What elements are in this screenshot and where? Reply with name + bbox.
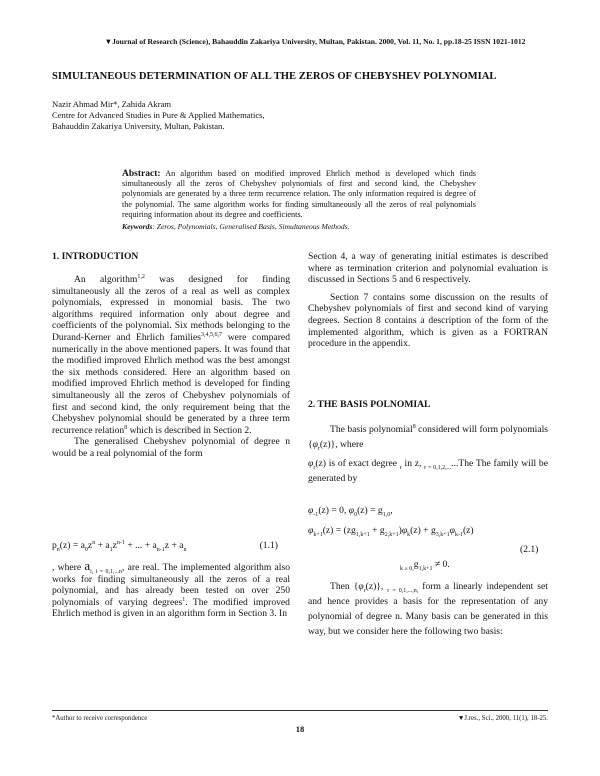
phi-r-subscript: r: [313, 464, 316, 471]
abstract: [122, 169, 476, 220]
citation-1: 1: [182, 596, 186, 603]
abstract-label: Abstract:: [122, 169, 161, 179]
basis-p3-text-a: Then: [330, 581, 350, 592]
equation-2-1-number: (2.1): [520, 544, 539, 555]
intro-p1-text-d: which is described in Section 2.: [127, 424, 252, 436]
intro-p3-text-b: , are real. The implemented algorithm also works for finding simultaneously all the zeros of a real polynomial, and has already been tested on over 250 polynomials of varying degrees: [52, 562, 291, 608]
section-2-body: [308, 422, 548, 486]
basis-p2-text-c: The family will be generated by: [308, 458, 548, 484]
coefficient-index-range: i, i = 0,1,...n: [90, 568, 122, 575]
equation-2-1-initial: $\varphi_{-1}(z) = 0$, $\varphi_0(z) = g_{1,0}$,: [308, 505, 393, 518]
section-1-body-cont: [52, 560, 290, 620]
citation-1-2: 1,2: [137, 273, 145, 280]
author-block: [52, 99, 265, 132]
intro-p1-text-c: were compared numerically in the above mentioned papers. It was found that the modified improved Ehrlich method was the best amongst the six methods considered. Here an algorithm based on modified improved Ehrlich method is developed for finding simultaneously all the zeros of Chebyshev polynomials of first and second kind, the only requirement being that the Chebyshev polynomial should be generated by a three term recurrence relation: [52, 331, 290, 436]
keywords: [122, 222, 476, 231]
affiliation-line-2: Bahauddin Zakariya University, Multan, Pakistan.: [52, 121, 225, 131]
footnote-correspondence: *Author to receive correspondence: [52, 715, 148, 722]
abstract-text: An algorithm based on modified improved Ehrlich method is developed which finds simultaneously all the zeros of Chebyshev polynomials of first and second kind, the Chebyshev polynomials are generated by a three term recurrence relation. The only information required is degree of the polynomial. The same algorithm works for finding simultaneously all the zeros of real polynomials requiring information about its degree and coefficients.: [122, 169, 476, 219]
basis-paragraph-3: [308, 579, 548, 639]
right-paragraph-1: Section 4, a way of generating initial estimates is described where as termination criterion and polynomial evaluation is discussed in Sections 5 and 6 respectively.: [308, 251, 548, 286]
degree-symbol: r: [399, 464, 402, 471]
equation-2-1-recurrence: $\varphi_{k+1}(z) = (zg_{1,k+1} + g_{2,k+1})\varphi_k(z) + g_{3,k+1}\varphi_{k-1}(z)$: [308, 525, 474, 538]
intro-p1-text-a: An algorithm: [74, 274, 138, 285]
intro-paragraph-2: The generalised Chebyshev polynomial of degree n would be a real polynomial of the form: [52, 436, 290, 459]
degree-index-range: r = 0,1,2,...: [424, 464, 452, 471]
paper-title: SIMULTANEOUS DETERMINATION OF ALL THE ZEROS OF CHEBYSHEV POLYNOMIAL: [52, 71, 497, 82]
equation-1-1-number: (1.1): [259, 540, 278, 551]
equation-1-1-formula: $p_n(z) = a_0z^n + a_1z^{n-1}$ + ... + $a_{n-1}z + a_n$: [52, 539, 187, 553]
coefficient-symbol: a: [84, 558, 91, 573]
basis-p1-text-a: The basis polynomial: [330, 424, 413, 435]
citation-8-basis: 8: [412, 423, 416, 430]
keywords-text: : Zeros, Polynomials, Generalised Basis, Simultaneous Methods.: [152, 222, 350, 231]
basis-p1-text-b: considered will form polynomials: [415, 424, 548, 435]
affiliation-line-1: Centre for Advanced Studies in Pure & Applied Mathematics,: [52, 110, 265, 120]
basis-p2-text-a: (z) is of exact degree: [315, 458, 398, 469]
section-2-body-cont: [308, 579, 548, 639]
equation-2-1-condition: $_{k \ge 0,}g_{1,k+1} \ne 0$.: [400, 559, 450, 572]
journal-header: ▼Journal of Research (Science), Bahauddin Zakariya University, Multan, Pakistan. 2000, Vol. 11, No. 1, pp.18-25 ISSN 1021-1012: [104, 37, 526, 46]
equation-1-1: [52, 540, 290, 551]
phi-set-symbol-2: $\{\varphi_r(z)\}$, $_{r = 0,1,...,n,}$: [353, 581, 419, 594]
basis-p1-text-c: , where: [335, 439, 364, 450]
ellipsis-the: ...The: [451, 458, 474, 469]
citation-8: 8: [124, 424, 128, 431]
right-paragraph-2: Section 7 contains some discussion on the results of Chebyshev polynomials of first and second kind of varying degrees. Section 8 contains a description of the form of the implemented algorithm, which is given as a FORTRAN procedure in the appendix.: [308, 291, 548, 350]
citation-3-7: 3,4,5,6,7: [200, 331, 222, 338]
author-names: Nazir Ahmad Mir*, Zahida Akram: [52, 99, 172, 109]
intro-p1-text-b: was designed for finding simultaneously all the zeros of a real as well as complex polynomials, expressed in monomial basis. The two algorithms required information only about degree and coefficients of the polynomial. Six methods belonging to the Durand-Kerner and Ehrlich families: [52, 274, 290, 343]
intro-paragraph-1: [52, 274, 290, 436]
basis-paragraph-1: [308, 422, 548, 452]
keywords-label: Keywords: [122, 222, 153, 231]
page-number: 18: [295, 724, 305, 734]
intro-p3-text-a: , where: [52, 562, 82, 573]
basis-p2-text-b: in z,: [404, 458, 422, 469]
section-2-heading: 2. THE BASIS POLNOMIAL: [308, 399, 431, 410]
footnote-citation: ▼J.res., Sci., 2000, 11(1), 18-25.: [457, 715, 548, 722]
basis-paragraph-2: [308, 456, 548, 486]
phi-set-symbol: $\{\varphi_r(z)\}$: [308, 439, 336, 452]
right-column-top: [308, 251, 548, 350]
basis-p3-text-b: form a linearly independent set and hence provides a basis for the representation of any polynomial of degree n. Many basis can be generated in this way, but we consider here the following two basis:: [308, 581, 548, 637]
intro-p3-text-c: . The modified improved Ehrlich method is given in an algorithm form in Section 3. In: [52, 596, 290, 620]
footer-rule: [52, 710, 548, 711]
phi-r-symbol: φ: [308, 458, 314, 469]
section-1-body: [52, 274, 290, 460]
section-1-heading: 1. INTRODUCTION: [52, 251, 139, 262]
intro-paragraph-3: [52, 560, 290, 620]
